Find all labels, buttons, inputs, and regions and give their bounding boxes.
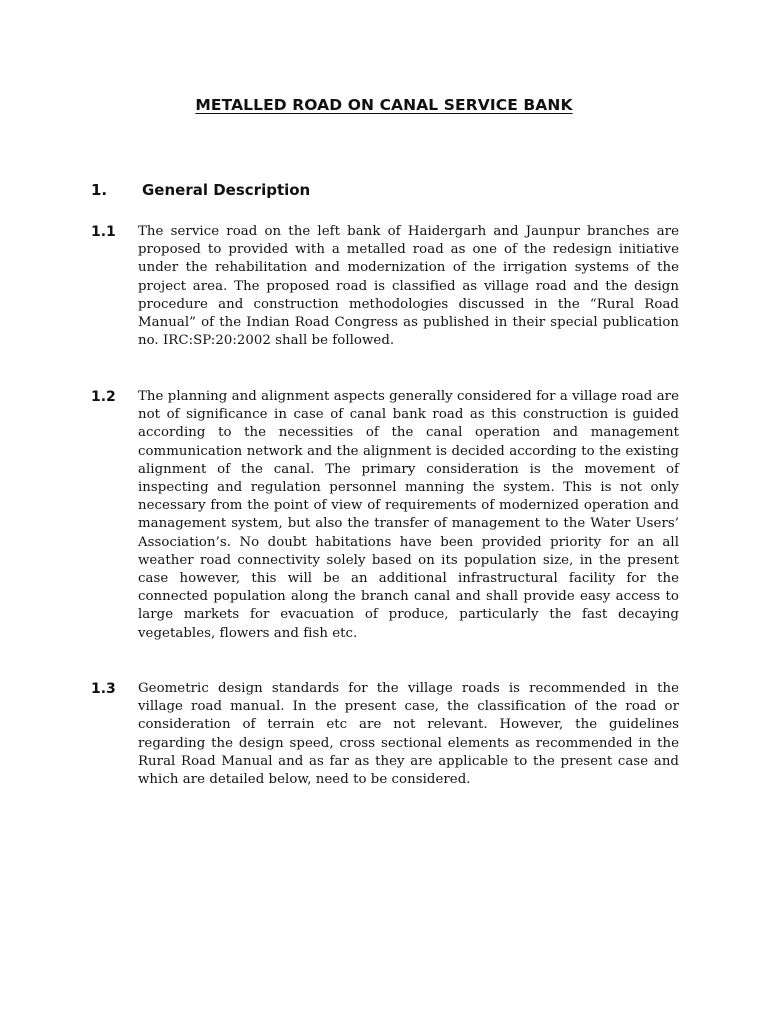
paragraph-number: 1.1 — [91, 224, 116, 240]
paragraph-1-2 — [91, 388, 679, 643]
paragraph-number: 1.2 — [91, 389, 116, 405]
section-heading-text: General Description — [142, 181, 311, 199]
paragraph-number: 1.3 — [91, 681, 116, 697]
paragraph-1-3 — [91, 680, 679, 789]
paragraph-text: The service road on the left bank of Haidergarh and Jaunpur branches are proposed to provided with a metalled road as one of the redesign initiative under the rehabilitation and modernization of the irrigation systems of the project area. The proposed road is classified as village road and the design procedure and construction methodologies discussed in the “Rural Road Manual” of the Indian Road Congress as published in their special publication no. IRC:SP:20:2002 shall be followed. — [138, 224, 679, 349]
paragraph-text: The planning and alignment aspects generally considered for a village road are not of significance in case of canal bank road as this construction is guided according to the necessities of the canal operation and management communication network and the alignment is decided according to the existing alignment of the canal. The primary consideration is the movement of inspecting and regulation personnel manning the system. This is not only necessary from the point of view of requirements of modernized operation and management system, but also the transfer of management to the Water Users’ Association’s. No doubt habitations have been provided priority for an all weather road connectivity solely based on its population size, in the present case however, this will be an additional infrastructural facility for the connected population along the branch canal and shall provide easy access to large markets for evacuation of produce, particularly the fast decaying vegetables, flowers and fish etc. — [138, 389, 679, 641]
document-title-text: METALLED ROAD ON CANAL SERVICE BANK — [195, 96, 573, 114]
paragraph-1-1 — [91, 223, 679, 350]
paragraph-text: Geometric design standards for the village roads is recommended in the village road manual. In the present case, the classification of the road or consideration of terrain etc are not relevant. However, the guidelines regarding the design speed, cross sectional elements as recommended in the Rural Road Manual and as far as they are applicable to the present case and which are detailed below, need to be considered. — [138, 681, 679, 788]
document-title — [0, 94, 768, 116]
section-number: 1. — [91, 181, 108, 199]
section-heading — [91, 180, 691, 200]
